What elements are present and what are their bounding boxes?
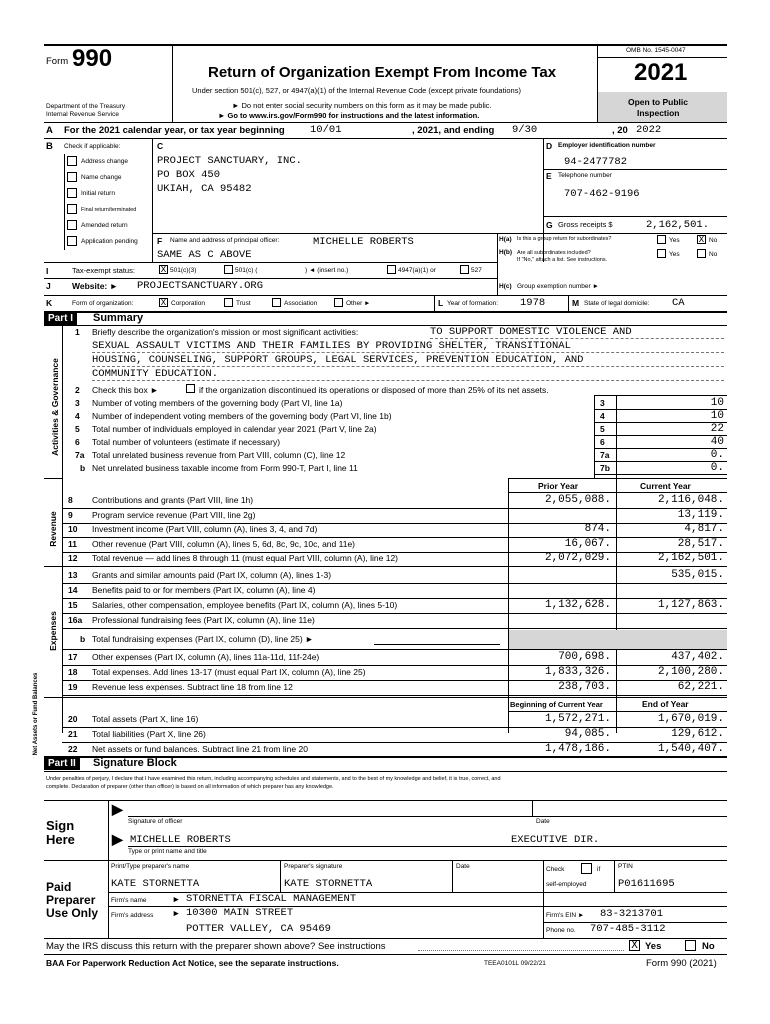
org-corporation: Corporation — [171, 300, 205, 307]
form-subtitle: Under section 501(c), 527, or 4947(a)(1) of the Internal Revenue Code (except private foundations) — [192, 86, 521, 95]
expense-line-num: 16a — [68, 615, 83, 625]
org-other-checkbox[interactable] — [334, 298, 343, 307]
penalty-text-2: complete. Declaration of preparer (other than officer) is based on all information of which preparer has any knowledge. — [46, 784, 334, 790]
use-only-label: Use Only — [46, 906, 99, 920]
expense-line-num: 17 — [68, 652, 78, 662]
gov-line-text: Total number of volunteers (estimate if necessary) — [92, 437, 281, 447]
gross-receipts-value[interactable]: 2,162,501. — [646, 219, 710, 231]
firm-name[interactable]: STORNETTA FISCAL MANAGEMENT — [186, 893, 357, 905]
ha-no: No — [709, 237, 718, 244]
col-current-year: Current Year — [640, 481, 691, 491]
section-f-label: F — [157, 236, 163, 246]
hb-text: Are all subordinates included? — [517, 250, 591, 256]
paid-label: Paid — [46, 880, 72, 894]
expense-line-text: Grants and similar amounts paid (Part IX, column (A), lines 1-3) — [92, 570, 332, 580]
revenue-line-num: 11 — [68, 539, 77, 549]
expense-line-current[interactable]: 535,015. — [671, 569, 724, 581]
form-word: Form — [46, 56, 69, 67]
net-asset-line-num: 20 — [68, 714, 78, 724]
revenue-line-rule — [62, 508, 727, 509]
revenue-line-text: Contributions and grants (Part VIII, line 1h) — [92, 495, 254, 505]
section-c-label: C — [157, 141, 164, 151]
status-501c3: 501(c)(3) — [170, 267, 197, 274]
col-begin-year: Beginning of Current Year — [510, 700, 603, 709]
open-public: Open to Public — [628, 97, 688, 107]
revenue-line-num: 12 — [68, 553, 78, 563]
expense-line-prior[interactable]: 238,703. — [558, 681, 611, 693]
net-asset-line-rule — [62, 742, 727, 743]
mission-line3[interactable]: HOUSING, COUNSELING, SUPPORT GROUPS, LEGAL SERVICES, PREVENTION EDUCATION, AND — [92, 354, 584, 366]
line16b-num: b — [80, 634, 86, 644]
mission-line2[interactable]: SEXUAL ASSAULT VICTIMS AND THEIR FAMILIES BY PROVIDING SHELTER, TRANSITIONAL — [92, 340, 571, 352]
prep-ptin-header: PTIN — [618, 863, 633, 870]
revenue-line-prior[interactable]: 16,067. — [564, 538, 611, 550]
expense-line-rule — [62, 695, 727, 696]
expense-line-rule — [62, 583, 727, 584]
gov-line-rule — [594, 448, 727, 449]
ein-label: Employer identification number — [558, 142, 656, 149]
type-name-label: Type or print name and title — [128, 848, 207, 855]
sig-date-label: Date — [536, 818, 550, 825]
inspection-label: Inspection — [637, 108, 680, 118]
sig-officer-label: Signature of officer — [128, 818, 183, 825]
gov-line-rule — [594, 474, 727, 475]
status-insert-no: ) ◄ (insert no.) — [305, 267, 349, 274]
gov-line-box: 6 — [600, 437, 605, 447]
omb-number: OMB No. 1545-0047 — [626, 47, 686, 54]
expense-line-text: Salaries, other compensation, employee benefits (Part IX, column (A), lines 5-10) — [92, 600, 398, 610]
state-domicile-label: State of legal domicile: — [584, 300, 650, 307]
expense-line-prior[interactable]: 1,132,628. — [544, 599, 611, 611]
gov-line-rule — [594, 422, 727, 423]
line-j-label: J — [46, 281, 51, 291]
expense-line-current[interactable]: 2,100,280. — [657, 666, 724, 678]
expense-line-text: Other expenses (Part IX, column (A), lines 11a-11d, 11f-24e) — [92, 652, 320, 662]
hb-no: No — [709, 251, 718, 258]
firm-address2[interactable]: POTTER VALLEY, CA 95469 — [186, 923, 331, 935]
ha-yes: Yes — [669, 237, 680, 244]
status-4947-checkbox[interactable] — [387, 265, 396, 274]
line-m-label: M — [572, 298, 580, 308]
org-trust-checkbox[interactable] — [224, 298, 233, 307]
status-501c3-checkbox[interactable]: X — [160, 265, 167, 275]
gov-line-rule — [594, 435, 727, 436]
expense-line-text: Total expenses. Add lines 13-17 (must equal Part IX, column (A), line 25) — [92, 667, 366, 677]
form-title: Return of Organization Exempt From Income Tax — [208, 64, 557, 81]
net-asset-line-begin[interactable]: 94,085. — [564, 728, 611, 740]
expense-line-rule — [62, 628, 727, 629]
firm-address-label: Firm's address — [111, 912, 154, 919]
expense-line-prior[interactable]: 1,833,326. — [544, 666, 611, 678]
tax-exempt-status-label: Tax-exempt status: — [72, 266, 135, 275]
net-asset-line-begin[interactable]: 1,478,186. — [544, 743, 611, 755]
tax-year-begin[interactable]: 10/01 — [310, 124, 342, 136]
here-label: Here — [46, 832, 75, 847]
org-trust: Trust — [236, 300, 251, 307]
gov-line-text: Number of independent voting members of the governing body (Part VI, line 1b) — [92, 411, 392, 421]
gov-line-box: 4 — [600, 411, 605, 421]
line2-text-b: if the organization discontinued its operations or disposed of more than 25% of its net assets. — [199, 385, 549, 395]
gov-box-rule — [594, 395, 727, 396]
tax-year-end[interactable]: 9/30 — [512, 124, 538, 136]
gov-line-value[interactable]: 10 — [710, 410, 724, 422]
line-a-label: A — [46, 125, 53, 136]
col-end-year: End of Year — [642, 699, 689, 709]
ha-label: H(a) — [499, 236, 512, 243]
gov-line-num: 3 — [75, 398, 80, 408]
net-asset-line-num: 21 — [68, 729, 78, 739]
org-corporation-checkbox[interactable]: X — [160, 298, 167, 308]
line1-num: 1 — [75, 327, 80, 337]
preparer-label: Preparer — [46, 893, 96, 907]
side-expenses: Expenses — [48, 611, 58, 651]
revenue-line-current[interactable]: 2,162,501. — [657, 552, 724, 564]
net-asset-line-end[interactable]: 129,612. — [671, 728, 724, 740]
status-527-checkbox[interactable] — [460, 265, 469, 274]
expense-line-rule — [62, 598, 727, 599]
firm-ein[interactable]: 83-3213701 — [600, 908, 664, 920]
net-asset-line-end[interactable]: 1,540,407. — [657, 743, 724, 755]
gov-line-box: 5 — [600, 424, 605, 434]
gov-line-num: b — [80, 463, 86, 473]
ein-value[interactable]: 94-2477782 — [564, 156, 628, 168]
gov-line-text: Number of voting members of the governing body (Part VI, line 1a) — [92, 398, 343, 408]
firm-address1[interactable]: 10300 MAIN STREET — [186, 907, 294, 919]
self-employed-checkbox[interactable] — [581, 863, 592, 874]
net-asset-line-text: Net assets or fund balances. Subtract line 21 from line 20 — [92, 744, 308, 754]
check-applicable: Check if applicable: — [64, 143, 121, 150]
irs-label: Internal Revenue Service — [46, 111, 119, 118]
expense-line-rule — [62, 665, 727, 666]
gov-line-value[interactable]: 22 — [710, 423, 724, 435]
org-name[interactable]: PROJECT SANCTUARY, INC. — [157, 155, 302, 167]
firm-address-arrow-icon: ► — [172, 908, 181, 918]
gov-line-rule — [594, 461, 727, 462]
expense-line-text: Benefits paid to or for members (Part IX, column (A), line 4) — [92, 585, 316, 595]
line-l-label: L — [438, 298, 444, 308]
org-association-checkbox[interactable] — [272, 298, 281, 307]
org-association: Association — [284, 300, 318, 307]
expense-line-num: 13 — [68, 570, 78, 580]
hc-text: Group exemption number ► — [517, 283, 599, 290]
tax-year-end-yr[interactable]: 2022 — [636, 124, 662, 136]
section-d-label: D — [546, 141, 553, 151]
gov-line-value[interactable]: 10 — [710, 397, 724, 409]
discuss-no: No — [702, 941, 715, 952]
expense-line-num: 14 — [68, 585, 78, 595]
gross-receipts-label: Gross receipts $ — [558, 220, 613, 229]
revenue-line-num: 8 — [68, 495, 73, 505]
firm-phone[interactable]: 707-485-3112 — [590, 923, 666, 935]
line-k-label: K — [46, 298, 53, 308]
revenue-line-current[interactable]: 4,817. — [684, 523, 724, 535]
gov-line-num: 7a — [75, 450, 85, 460]
prep-if-label: if — [597, 866, 601, 873]
revenue-line-current[interactable]: 28,517. — [677, 538, 724, 550]
officer-label: Name and address of principal officer: — [170, 237, 280, 244]
principal-officer[interactable]: MICHELLE ROBERTS — [313, 236, 414, 248]
prep-check-label: Check — [546, 866, 565, 873]
penalty-text-1: Under penalties of perjury, I declare that I have examined this return, including accompanying schedules and statements, and to the best of my knowledge and belief, it is true, correct, and — [46, 776, 501, 782]
year-formation-value[interactable]: 1978 — [520, 297, 546, 309]
sign-arrow-icon: ▶ — [112, 801, 123, 817]
firm-name-arrow-icon: ► — [172, 894, 181, 904]
gov-box-rule — [616, 395, 617, 478]
status-527: 527 — [471, 267, 482, 274]
hb-no-checkbox[interactable] — [697, 249, 706, 258]
year-formation-label: Year of formation: — [447, 300, 499, 307]
prep-self-employed: self-employed — [546, 881, 587, 888]
gov-line-value[interactable]: 40 — [710, 436, 724, 448]
expense-line-current[interactable]: 437,402. — [671, 651, 724, 663]
org-other: Other ► — [346, 300, 371, 307]
ha-no-checkbox[interactable]: X — [698, 235, 705, 245]
status-501c: 501(c) ( — [235, 267, 258, 274]
discuss-yes: Yes — [645, 941, 662, 952]
section-e-label: E — [546, 171, 552, 181]
gov-line-text: Total number of individuals employed in calendar year 2021 (Part V, line 2a) — [92, 424, 377, 434]
discontinued-checkbox[interactable] — [186, 384, 195, 393]
firm-ein-label: Firm's EIN ► — [546, 912, 585, 919]
revenue-line-text: Other revenue (Part VIII, column (A), lines 5, 6d, 8c, 9c, 10c, and 11e) — [92, 539, 355, 549]
name-arrow-icon: ▶ — [112, 831, 123, 847]
gov-line-value[interactable]: 0. — [710, 462, 724, 474]
sign-label: Sign — [46, 818, 75, 833]
side-activities-governance: Activities & Governance — [50, 358, 60, 456]
gov-box-rule — [594, 395, 595, 478]
revenue-line-num: 10 — [68, 524, 78, 534]
line16b-text: Total fundraising expenses (Part IX, column (D), line 25) ► — [92, 634, 314, 644]
net-asset-line-begin[interactable]: 1,572,271. — [544, 713, 611, 725]
revenue-line-num: 9 — [68, 510, 73, 520]
revenue-line-text: Investment income (Part VIII, column (A), lines 3, 4, and 7d) — [92, 524, 318, 534]
phone-label: Telephone number — [558, 172, 612, 179]
gov-line-box: 7b — [600, 463, 610, 473]
hb-note: If "No," attach a list. See instructions. — [517, 257, 608, 263]
baa-notice: BAA For Paperwork Reduction Act Notice, see the separate instructions. — [46, 958, 339, 968]
expense-line-rule — [62, 613, 727, 614]
col-prior-year: Prior Year — [538, 481, 579, 491]
org-address1[interactable]: PO BOX 450 — [157, 169, 221, 181]
website-label: Website: ► — [72, 281, 119, 291]
instructions-note: ► Go to www.irs.gov/Form990 for instructions and the latest information. — [218, 111, 480, 120]
hb-label: H(b) — [499, 249, 512, 256]
prep-name-header: Print/Type preparer's name — [111, 863, 190, 870]
preparer-signature[interactable]: KATE STORNETTA — [284, 878, 373, 890]
firm-phone-label: Phone no. — [546, 927, 576, 934]
line2-text-a: Check this box ► — [92, 385, 159, 395]
revenue-line-prior[interactable]: 874. — [584, 523, 611, 535]
gov-line-text: Net unrelated business taxable income from Form 990-T, Part I, line 11 — [92, 463, 358, 473]
form-number: 990 — [72, 45, 113, 72]
revenue-line-current[interactable]: 2,116,048. — [657, 494, 724, 506]
status-501c-checkbox[interactable] — [224, 265, 233, 274]
line-i-label: I — [46, 266, 49, 276]
status-4947: 4947(a)(1) or — [398, 267, 436, 274]
discuss-question: May the IRS discuss this return with the preparer shown above? See instructions — [46, 941, 386, 952]
gov-line-text: Total unrelated business revenue from Part VIII, column (C), line 12 — [92, 450, 346, 460]
gov-line-box: 7a — [600, 450, 610, 460]
form-footer: Form 990 (2021) — [646, 958, 717, 969]
tax-year: 2021 — [634, 59, 688, 86]
gov-line-num: 5 — [75, 424, 80, 434]
net-asset-line-rule — [62, 727, 727, 728]
side-revenue: Revenue — [48, 511, 58, 547]
hb-yes-checkbox[interactable] — [657, 249, 666, 258]
expense-line-current[interactable]: 62,221. — [677, 681, 724, 693]
org-address2[interactable]: UKIAH, CA 95482 — [157, 183, 252, 195]
officer-name-signed[interactable]: MICHELLE ROBERTS — [130, 834, 231, 846]
revenue-line-current[interactable]: 13,119. — [677, 509, 724, 521]
expense-line-num: 15 — [68, 600, 78, 610]
expense-line-prior[interactable]: 700,698. — [558, 651, 611, 663]
gov-line-rule — [594, 409, 727, 410]
section-b-label: B — [46, 141, 53, 152]
firm-name-label: Firm's name — [111, 897, 147, 904]
expense-line-rule — [62, 680, 727, 681]
part2-tab: Part II — [44, 757, 80, 770]
preparer-ptin[interactable]: P01611695 — [618, 878, 675, 890]
gov-line-box: 3 — [600, 398, 605, 408]
line1-text: Briefly describe the organization's mission or most significant activities: — [92, 327, 359, 337]
part1-tab: Part I — [44, 312, 77, 325]
gov-line-value[interactable]: 0. — [710, 449, 724, 461]
gov-line-num: 4 — [75, 411, 80, 421]
officer-title-signed[interactable]: EXECUTIVE DIR. — [511, 834, 600, 846]
mission-line1[interactable]: TO SUPPORT DOMESTIC VIOLENCE AND — [430, 326, 632, 338]
ha-yes-checkbox[interactable] — [657, 235, 666, 244]
net-asset-line-text: Total liabilities (Part X, line 26) — [92, 729, 206, 739]
line-a-text: For the 2021 calendar year, or tax year beginning — [64, 125, 285, 136]
expense-line-text: Revenue less expenses. Subtract line 18 from line 12 — [92, 682, 293, 692]
ssn-note: ► Do not enter social security numbers on this form as it may be made public. — [232, 101, 492, 110]
line-a-mid: , 2021, and ending — [412, 125, 495, 136]
expense-line-text: Professional fundraising fees (Part IX, column (A), line 11e) — [92, 615, 315, 625]
prep-sig-header: Preparer's signature — [284, 863, 343, 870]
line-a-yr-prefix: , 20 — [612, 125, 628, 136]
part1-title: Summary — [93, 312, 144, 324]
prep-date-header: Date — [456, 863, 470, 870]
line2-num: 2 — [75, 385, 80, 395]
officer-address[interactable]: SAME AS C ABOVE — [157, 249, 252, 261]
form-code: TEEA0101L 09/22/21 — [484, 960, 546, 967]
gov-line-num: 6 — [75, 437, 80, 447]
website-value[interactable]: PROJECTSANCTUARY.ORG — [137, 280, 264, 292]
hc-label: H(c) — [499, 283, 512, 290]
expense-line-num: 18 — [68, 667, 78, 677]
section-g-label: G — [546, 220, 553, 230]
discuss-yes-checkbox[interactable]: X — [629, 940, 640, 951]
dept-treasury: Department of the Treasury — [46, 103, 126, 110]
phone-value[interactable]: 707-462-9196 — [564, 188, 640, 200]
hb-yes: Yes — [669, 251, 680, 258]
revenue-line-text: Total revenue — add lines 8 through 11 (must equal Part VIII, column (A), line 12) — [92, 553, 398, 563]
revenue-line-text: Program service revenue (Part VIII, line 2g) — [92, 510, 256, 520]
net-asset-line-num: 22 — [68, 744, 78, 754]
revenue-line-prior[interactable]: 2,055,088. — [544, 494, 611, 506]
state-domicile-value[interactable]: CA — [672, 297, 685, 309]
discuss-no-checkbox[interactable] — [685, 940, 696, 951]
net-asset-line-text: Total assets (Part X, line 16) — [92, 714, 199, 724]
expense-line-current[interactable]: 1,127,863. — [657, 599, 724, 611]
revenue-line-rule — [62, 537, 727, 538]
expense-line-num: 19 — [68, 682, 78, 692]
ha-text: Is this a group return for subordinates? — [517, 236, 612, 242]
preparer-name[interactable]: KATE STORNETTA — [111, 878, 200, 890]
side-net-assets: Net Assets or Fund Balances — [33, 672, 39, 756]
part2-title: Signature Block — [93, 757, 177, 769]
mission-line4[interactable]: COMMUNITY EDUCATION. — [92, 368, 219, 380]
form-of-org-label: Form of organization: — [72, 300, 134, 307]
net-asset-line-end[interactable]: 1,670,019. — [657, 713, 724, 725]
revenue-line-prior[interactable]: 2,072,029. — [544, 552, 611, 564]
